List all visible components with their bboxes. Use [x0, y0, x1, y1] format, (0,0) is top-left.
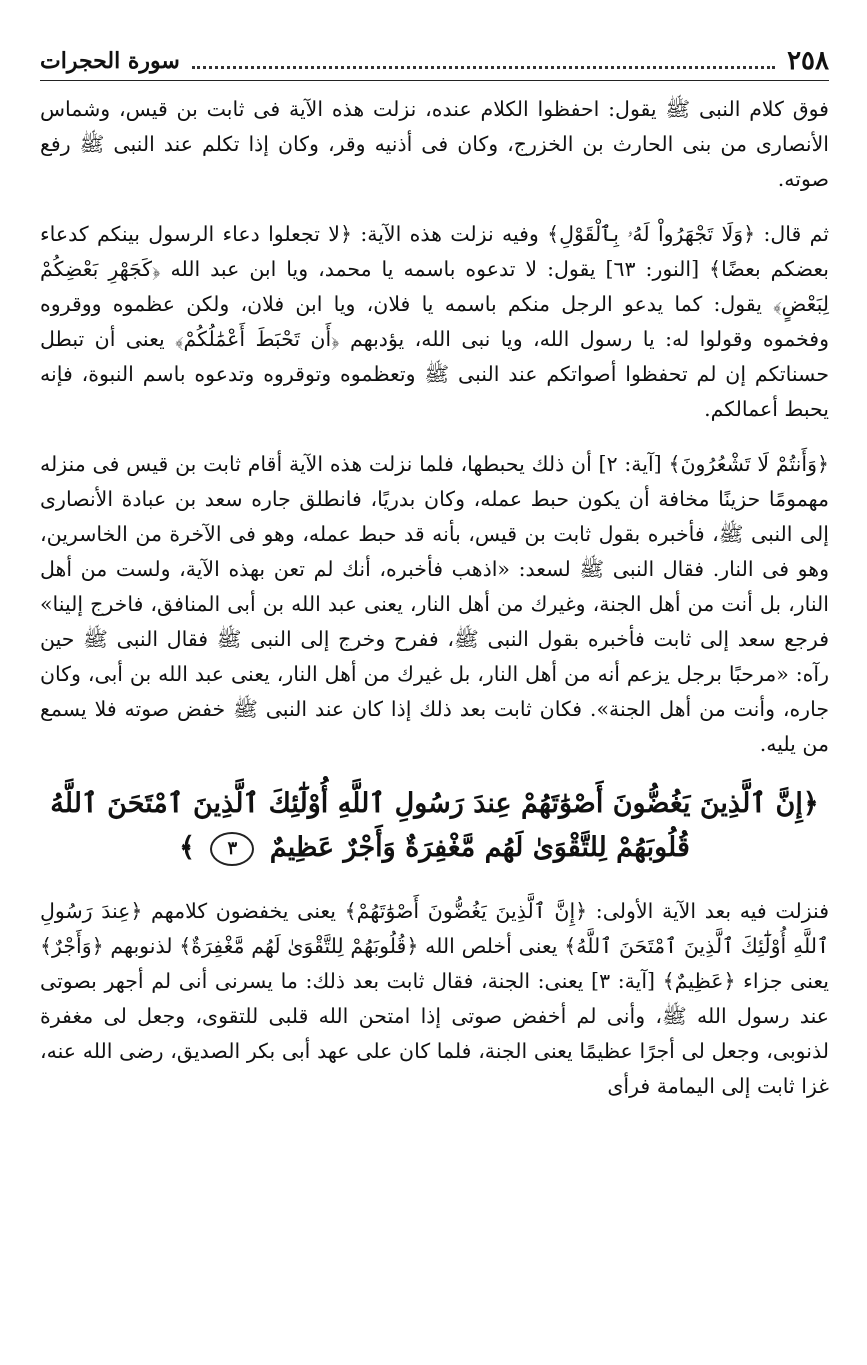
paragraph: فنزلت فيه بعد الآية الأولى: ﴿إِنَّ ٱلَّذِينَ يَغُضُّونَ أَصْوَٰتَهُمْ﴾ يعنى يخفضون كلامهم ﴿عِندَ رَسُولِ ٱللَّهِ أُوْلَٰٓئِكَ ٱلَّذِينَ ٱمْتَحَنَ ٱللَّهُ﴾ يعنى أخلص الله ﴿قُلُوبَهُمْ لِلتَّقْوَىٰ لَهُم مَّغْفِرَةٌ﴾ لذنوبهم ﴿وَأَجْرٌ﴾ يعنى جزاء ﴿عَظِيمٌ﴾ [آية: ٣] يعنى: الجنة، فقال ثابت بعد ذلك: ما يسرنى أنى لم أجهر بصوتى عند رسول الله ﷺ، وأنى لم أخفض صوتى إذا امتحن الله قلبى للتقوى، وجعل لى مغفرة لذنوبى، وجعل لى أجرًا عظيمًا يعنى الجنة، فلما كان على عهد أبى بكر الصديق، رضى الله عنه، غزا ثابت إلى اليمامة فرأى — [40, 899, 829, 1098]
paragraph: ثم قال: ﴿وَلَا تَجْهَرُواْ لَهُۥ بِٱلْقَوْلِ﴾ وفيه نزلت هذه الآية: ﴿لا تجعلوا دعاء الرسول بينكم كدعاء بعضكم بعضًا﴾ [النور: ٦٣] يقول: لا تدعوه باسمه يا محمد، ويا ابن عبد الله ﴿كَجَهْرِ بَعْضِكُمْ لِبَعْضٍ﴾ يقول: كما يدعو الرجل منكم باسمه يا فلان، ويا ابن فلان، ولكن عظموه ووقروه وفخموه وقولوا له: يا رسول الله، ويا نبى الله، يؤدبهم ﴿أَن تَحْبَطَ أَعْمَٰلُكُمْ﴾ يعنى أن تبطل حسناتكم إن لم تحفظوا أصواتكم عند النبى ﷺ وتعظموه وتوقروه وتدعوه باسم النبوة، فإنه يحبط أعمالكم. — [40, 222, 829, 421]
page-body — [40, 92, 829, 1124]
paragraph: ﴿وَأَنتُمْ لَا تَشْعُرُونَ﴾ [آية: ٢] أن ذلك يحبطها، فلما نزلت هذه الآية أقام ثابت بن قيس فى منزله مهمومًا حزينًا مخافة أن يكون حبط عمله، وكان بدريًا، فانطلق جاره سعد بن عبادة الأنصارى إلى النبى ﷺ، فأخبره بقول ثابت بن قيس، بأنه قد حبط عمله، وهو فى الآخرة من الخاسرين، وهو فى النار. فقال النبى ﷺ لسعد: «اذهب فأخبره، أنك لم تعن بهذه الآية، ولست من أهل النار، بل أنت من أهل الجنة، وغيرك من أهل النار، يعنى عبد الله بن أبى المنافق، فاخرج إلينا» فرجع سعد إلى ثابت فأخبره بقول النبى ﷺ، ففرح وخرج إلى النبى ﷺ فقال النبى ﷺ حين رآه: «مرحبًا برجل يزعم أنه من أهل النار، بل غيرك من أهل النار، يعنى عبد الله بن أبى، وكان جاره، وأنت من أهل الجنة». فكان ثابت بعد ذلك إذا كان عند النبى ﷺ خفض صوته فلا يسمع من يليه. — [40, 452, 830, 756]
quran-verse — [40, 782, 829, 870]
page-number: ٢٥٨ — [787, 46, 829, 76]
ayah-number-marker: ٣ — [210, 832, 254, 866]
header-dotted-leader — [192, 66, 775, 69]
surah-title: سورة الحجرات — [40, 48, 180, 74]
verse-closing-bracket: ﴾ — [179, 832, 195, 863]
verse-text: ﴿إِنَّ ٱلَّذِينَ يَغُضُّونَ أَصْوَٰتَهُمْ عِندَ رَسُولِ ٱللَّهِ أُوْلَٰٓئِكَ ٱلَّذِينَ ٱمْتَحَنَ ٱللَّهُ قُلُوبَهُمْ لِلتَّقْوَىٰ لَهُم مَّغْفِرَةٌ وَأَجْرٌ عَظِيمٌ — [50, 788, 819, 863]
page-header — [40, 40, 829, 81]
paragraph: فوق كلام النبى ﷺ يقول: احفظوا الكلام عنده، نزلت هذه الآية فى ثابت بن قيس، وشماس الأنصارى من بنى الحارث بن الخزرج، وكان فى أذنيه وقر، وكان إذا تكلم عند النبى ﷺ رفع صوته. — [40, 97, 829, 191]
